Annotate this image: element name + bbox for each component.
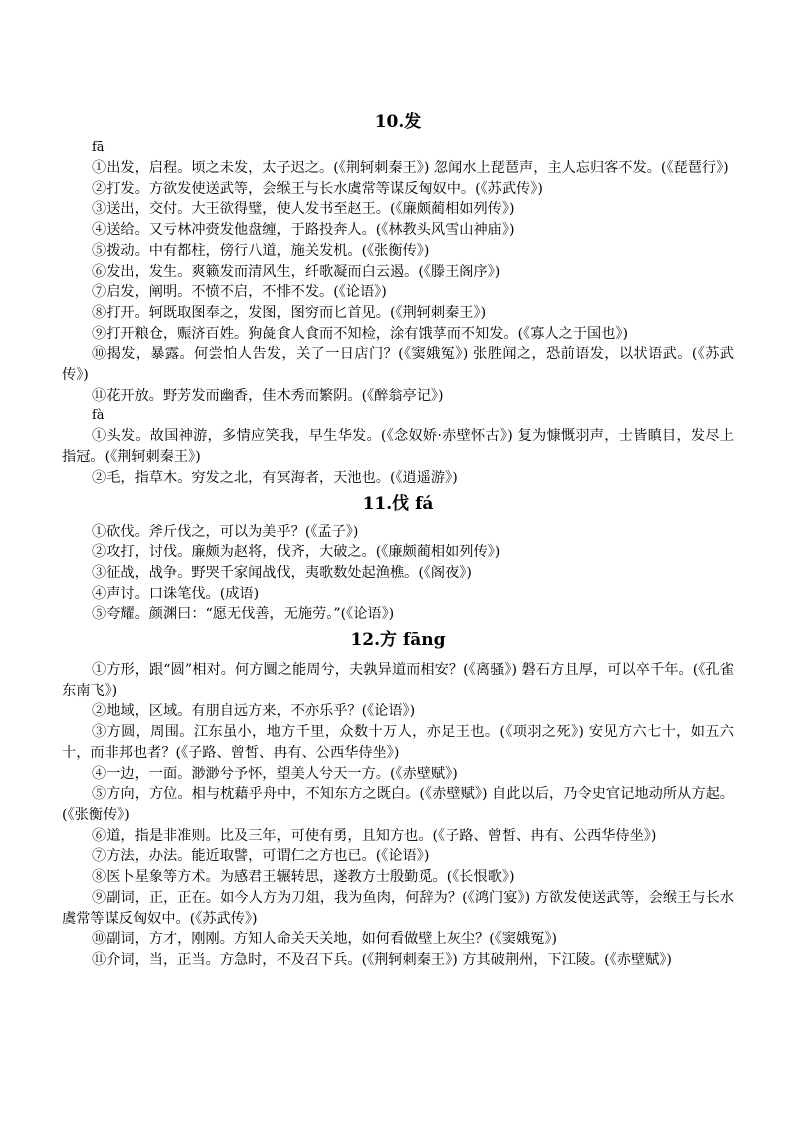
definition-item: ⑤夸耀。颜渊曰：“愿无伐善，无施劳。”(《论语》) (92, 606, 395, 623)
definition-item: ①头发。故国神游，多情应笑我，早生华发。(《念奴娇·赤壁怀古》) 复为慷慨羽声，士皆瞋目，发尽上指冠。(《荆轲刺秦王》) (62, 428, 734, 466)
definition-item: ④送给。又亏林冲赍发他盘缠，于路投奔人。(《林教头风雪山神庙》) (92, 222, 515, 239)
definition-item: ⑩揭发，暴露。何尝怕人告发，关了一日店门？(《窦娥冤》) 张胜闻之，恐前语发，以状语武。(《苏武传》) (62, 346, 734, 384)
definition-item: ⑦方法，办法。能近取譬，可谓仁之方也已。(《论语》) (92, 848, 430, 865)
definition-item: ③征战，战争。野哭千家闻战伐，夷歌数处起渔樵。(《阁夜》) (92, 564, 472, 581)
definition-item: ⑪介词，当，正当。方急时，不及召下兵。(《荆轲刺秦王》) 方其破荆州，下江陵。(《赤壁赋》) (92, 951, 672, 968)
document-content (62, 110, 734, 971)
definition-item: ①砍伐。斧斤伐之，可以为美乎？(《孟子》) (92, 523, 359, 540)
definition-item: ②地域，区域。有朋自远方来，不亦乐乎？(《论语》) (92, 703, 416, 720)
definition-item: ⑨打开粮仓，赈济百姓。狗彘食人食而不知检，涂有饿莩而不知发。(《寡人之于国也》) (92, 325, 628, 342)
definition-item: ④一边，一面。渺渺兮予怀，望美人兮天一方。(《赤壁赋》) (92, 765, 458, 782)
entry-heading: 12.方 fāng (350, 630, 446, 651)
definition-item: ⑦启发，阐明。不愤不启，不悱不发。(《论语》) (92, 284, 387, 301)
definition-item: ⑪花开放。野芳发而幽香，佳木秀而繁阴。(《醉翁亭记》) (92, 387, 444, 404)
definition-item: ⑨副词，正，正在。如今人方为刀俎，我为鱼肉，何辞为？(《鸿门宴》) 方欲发使送武等，会缑王与长水虞常等谋反匈奴中。(《苏武传》) (62, 889, 734, 927)
entry-fang (62, 628, 734, 971)
entry-fa-2 (62, 492, 734, 626)
definition-item: ⑥发出，发生。爽籁发而清风生，纤歌凝而白云遏。(《滕王阁序》) (92, 263, 501, 280)
pinyin-label: fā (92, 140, 105, 155)
entry-heading: 11.伐 fá (362, 493, 434, 514)
definition-item: ⑩副词，方才，刚刚。方知人命关天关地，如何看做壁上灰尘？(《窦娥冤》) (92, 931, 558, 948)
definition-item: ③送出，交付。大王欲得璧，使人发书至赵王。(《廉颇蔺相如列传》) (92, 201, 515, 218)
definition-item: ⑤拨动。中有都柱，傍行八道，施关发机。(《张衡传》) (92, 242, 430, 259)
definition-item: ⑤方向，方位。相与枕藉乎舟中，不知东方之既白。(《赤壁赋》) 自此以后，乃令史官记地动所从方起。(《张衡传》) (62, 786, 734, 823)
definition-item: ②毛，指草木。穷发之北，有冥海者，天池也。(《逍遥游》) (92, 469, 458, 486)
definition-item: ⑧医卜星象等方术。为感君王辗转思，遂教方士殷勤觅。(《长恨歌》) (92, 869, 515, 886)
definition-item: ⑥道，指是非准则。比及三年，可使有勇，且知方也。(《子路、曾皙、冉有、公西华侍坐》) (92, 827, 657, 844)
definition-item: ②打发。方欲发使送武等，会缑王与长水虞常等谋反匈奴中。(《苏武传》) (92, 180, 543, 197)
definition-item: ②攻打，讨伐。廉颇为赵将，伐齐，大破之。(《廉颇蔺相如列传》) (92, 544, 501, 561)
pinyin-label: fà (92, 408, 105, 424)
definition-item: ①出发，启程。顷之未发，太子迟之。(《荆轲刺秦王》) 忽闻水上琵琶声，主人忘归客不发。(《琵琶行》) (92, 160, 729, 176)
entry-heading: 10.发 (374, 112, 422, 132)
definition-item: ③方圆，周围。江东虽小，地方千里，众数十万人，亦足王也。(《项羽之死》) 安见方六七十，如五六十，而非邦也者？(《子路、曾皙、冉有、公西华侍坐》) (62, 724, 734, 761)
definition-item: ①方形，跟“圆”相对。何方圜之能周兮，夫孰异道而相安？(《离骚》) 磐石方且厚，可以卒千年。(《孔雀东南飞》) (62, 662, 734, 699)
entry-fa-1 (62, 110, 734, 489)
definition-item: ④声讨。口诛笔伐。(成语) (92, 585, 260, 602)
definition-item: ⑧打开。轲既取图奉之，发图，图穷而匕首见。(《荆轲刺秦王》) (92, 304, 487, 321)
